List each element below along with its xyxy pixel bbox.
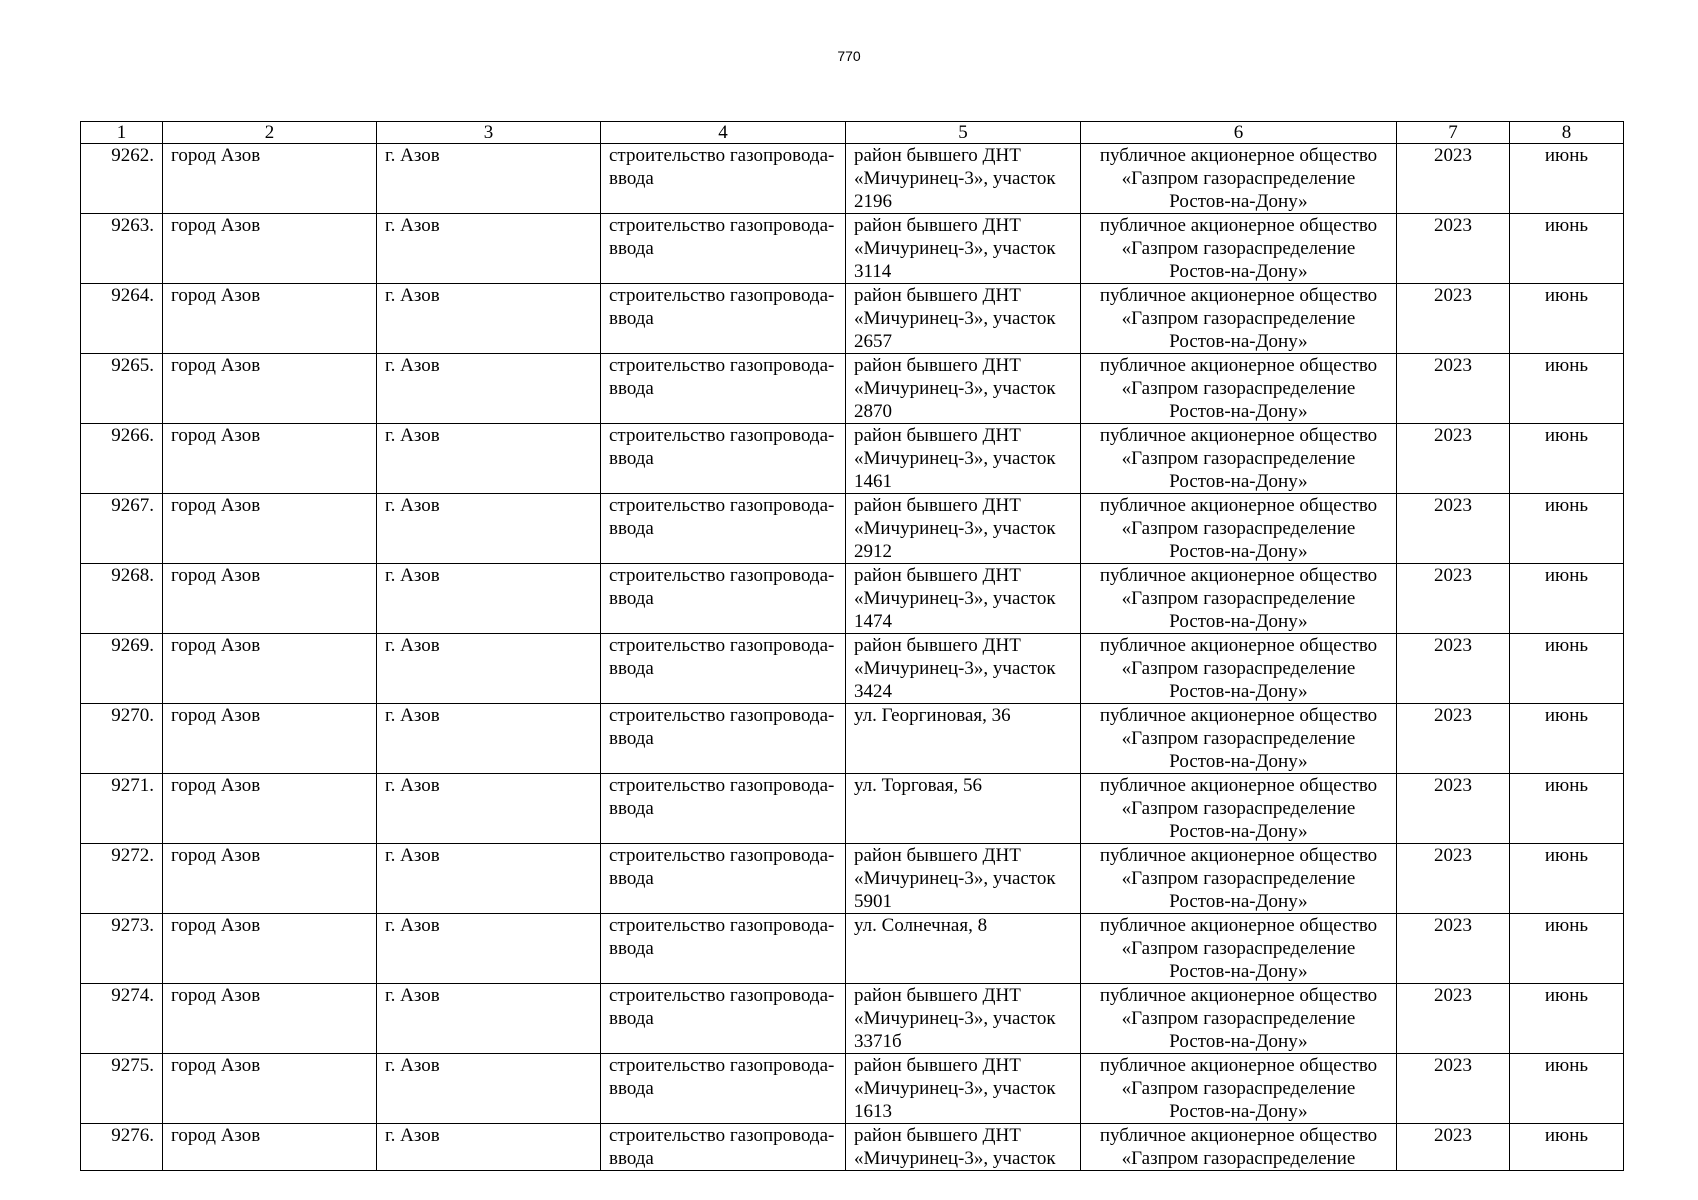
cell-month (1510, 634, 1624, 704)
cell-organization-text: публичное акционерное общество «Газпром газораспределение Ростов-на-Дону» (1099, 285, 1378, 352)
cell-work-type-text: строительство газопровода-ввода (609, 845, 835, 889)
cell-work-type-text: строительство газопровода-ввода (609, 145, 835, 189)
cell-month-text: июнь (1544, 355, 1589, 376)
cell-month-text: июнь (1544, 495, 1589, 516)
cell-municipality (163, 984, 377, 1054)
cell-organization-text: публичное акционерное общество «Газпром газораспределение Ростов-на-Дону» (1099, 565, 1378, 632)
table-row (81, 424, 1624, 494)
cell-municipality-text: город Азов (171, 705, 261, 726)
cell-address-text: район бывшего ДНТ «Мичуринец-3», участок 1474 (854, 565, 1056, 632)
cell-municipality (163, 214, 377, 284)
cell-month (1510, 494, 1624, 564)
table-row (81, 704, 1624, 774)
cell-work-type (601, 564, 846, 634)
cell-organization-text: публичное акционерное общество «Газпром газораспределение Ростов-на-Дону» (1099, 705, 1378, 772)
column-header: 3 (377, 122, 601, 144)
cell-organization (1081, 844, 1397, 914)
cell-year-text: 2023 (1434, 1055, 1472, 1076)
cell-work-type-text: строительство газопровода-ввода (609, 495, 835, 539)
cell-month-text: июнь (1544, 1125, 1589, 1146)
table-row (81, 844, 1624, 914)
cell-locality (377, 984, 601, 1054)
cell-month (1510, 1054, 1624, 1124)
cell-address (846, 844, 1081, 914)
cell-municipality (163, 914, 377, 984)
cell-locality (377, 494, 601, 564)
cell-locality-text: г. Азов (385, 145, 440, 166)
cell-municipality-text: город Азов (171, 215, 261, 236)
cell-year-text: 2023 (1434, 145, 1472, 166)
cell-work-type-text: строительство газопровода-ввода (609, 705, 835, 749)
cell-municipality-text: город Азов (171, 845, 261, 866)
cell-month (1510, 284, 1624, 354)
cell-address (846, 284, 1081, 354)
cell-organization (1081, 634, 1397, 704)
cell-address-text: район бывшего ДНТ «Мичуринец-3», участок 2870 (854, 355, 1056, 422)
cell-organization (1081, 214, 1397, 284)
cell-address (846, 704, 1081, 774)
cell-row-number (81, 144, 163, 214)
cell-municipality (163, 494, 377, 564)
table-row (81, 494, 1624, 564)
column-header: 1 (81, 122, 163, 144)
cell-locality (377, 634, 601, 704)
cell-address (846, 914, 1081, 984)
cell-address (846, 144, 1081, 214)
cell-month-text: июнь (1544, 145, 1589, 166)
cell-address-text: ул. Солнечная, 8 (854, 915, 988, 936)
cell-locality-text: г. Азов (385, 285, 440, 306)
cell-work-type-text: строительство газопровода-ввода (609, 425, 835, 469)
cell-organization (1081, 144, 1397, 214)
cell-municipality-text: город Азов (171, 1055, 261, 1076)
cell-row-number-text: 9267. (111, 495, 154, 516)
cell-municipality-text: город Азов (171, 1125, 261, 1146)
cell-row-number (81, 424, 163, 494)
cell-municipality (163, 284, 377, 354)
cell-work-type (601, 844, 846, 914)
cell-locality (377, 1054, 601, 1124)
cell-locality-text: г. Азов (385, 775, 440, 796)
cell-municipality (163, 704, 377, 774)
cell-locality (377, 284, 601, 354)
column-header: 2 (163, 122, 377, 144)
column-header: 6 (1081, 122, 1397, 144)
cell-year (1397, 494, 1510, 564)
cell-year (1397, 774, 1510, 844)
table-row (81, 984, 1624, 1054)
cell-year-text: 2023 (1434, 1125, 1472, 1146)
cell-municipality-text: город Азов (171, 495, 261, 516)
cell-organization-text: публичное акционерное общество «Газпром газораспределение Ростов-на-Дону» (1099, 145, 1378, 212)
cell-row-number-text: 9274. (111, 985, 154, 1006)
cell-address (846, 1054, 1081, 1124)
cell-row-number (81, 844, 163, 914)
cell-municipality-text: город Азов (171, 145, 261, 166)
cell-work-type (601, 1054, 846, 1124)
cell-row-number-text: 9264. (111, 285, 154, 306)
cell-year-text: 2023 (1434, 845, 1472, 866)
cell-work-type (601, 704, 846, 774)
cell-row-number-text: 9265. (111, 355, 154, 376)
cell-month (1510, 214, 1624, 284)
cell-address-text: ул. Георгиновая, 36 (854, 705, 1011, 726)
cell-year-text: 2023 (1434, 565, 1472, 586)
cell-locality (377, 144, 601, 214)
cell-address-text: район бывшего ДНТ «Мичуринец-3», участок 5901 (854, 845, 1056, 912)
cell-month (1510, 1124, 1624, 1171)
cell-organization (1081, 284, 1397, 354)
cell-row-number-text: 9276. (111, 1125, 154, 1146)
cell-row-number (81, 354, 163, 424)
cell-municipality (163, 1124, 377, 1171)
cell-work-type-text: строительство газопровода-ввода (609, 1125, 835, 1169)
cell-month-text: июнь (1544, 425, 1589, 446)
cell-year-text: 2023 (1434, 355, 1472, 376)
cell-address-text: район бывшего ДНТ «Мичуринец-3», участок 3114 (854, 215, 1056, 282)
cell-work-type-text: строительство газопровода-ввода (609, 775, 835, 819)
cell-row-number-text: 9262. (111, 145, 154, 166)
cell-address-text: район бывшего ДНТ «Мичуринец-3», участок 2657 (854, 285, 1056, 352)
cell-organization-text: публичное акционерное общество «Газпром газораспределение Ростов-на-Дону» (1099, 985, 1378, 1052)
cell-row-number-text: 9275. (111, 1055, 154, 1076)
cell-municipality (163, 354, 377, 424)
cell-row-number (81, 704, 163, 774)
cell-month-text: июнь (1544, 845, 1589, 866)
cell-locality-text: г. Азов (385, 565, 440, 586)
cell-municipality (163, 1054, 377, 1124)
cell-organization-text: публичное акционерное общество «Газпром газораспределение Ростов-на-Дону» (1099, 1055, 1378, 1122)
cell-month (1510, 914, 1624, 984)
cell-organization (1081, 424, 1397, 494)
cell-work-type (601, 494, 846, 564)
cell-month-text: июнь (1544, 985, 1589, 1006)
cell-year (1397, 914, 1510, 984)
cell-locality (377, 214, 601, 284)
cell-row-number-text: 9266. (111, 425, 154, 446)
cell-year-text: 2023 (1434, 425, 1472, 446)
cell-row-number (81, 1054, 163, 1124)
cell-month (1510, 354, 1624, 424)
cell-month (1510, 774, 1624, 844)
cell-work-type-text: строительство газопровода-ввода (609, 565, 835, 609)
cell-year-text: 2023 (1434, 495, 1472, 516)
cell-year-text: 2023 (1434, 635, 1472, 656)
cell-municipality-text: город Азов (171, 915, 261, 936)
cell-organization (1081, 914, 1397, 984)
cell-row-number (81, 634, 163, 704)
cell-month-text: июнь (1544, 1055, 1589, 1076)
table-row (81, 214, 1624, 284)
cell-organization (1081, 564, 1397, 634)
cell-year (1397, 634, 1510, 704)
cell-locality (377, 914, 601, 984)
cell-month-text: июнь (1544, 215, 1589, 236)
cell-month-text: июнь (1544, 635, 1589, 656)
cell-month (1510, 984, 1624, 1054)
cell-address (846, 424, 1081, 494)
cell-year (1397, 214, 1510, 284)
cell-municipality (163, 634, 377, 704)
cell-year (1397, 704, 1510, 774)
cell-month-text: июнь (1544, 915, 1589, 936)
table-row (81, 284, 1624, 354)
cell-locality-text: г. Азов (385, 985, 440, 1006)
cell-locality-text: г. Азов (385, 355, 440, 376)
column-header: 4 (601, 122, 846, 144)
cell-locality (377, 774, 601, 844)
cell-work-type (601, 214, 846, 284)
cell-work-type (601, 424, 846, 494)
cell-work-type-text: строительство газопровода-ввода (609, 215, 835, 259)
cell-address-text: район бывшего ДНТ «Мичуринец-3», участок 3424 (854, 635, 1056, 702)
page-number: 770 (837, 48, 861, 64)
cell-year-text: 2023 (1434, 285, 1472, 306)
cell-year (1397, 1124, 1510, 1171)
cell-locality (377, 704, 601, 774)
cell-municipality-text: город Азов (171, 775, 261, 796)
cell-year (1397, 284, 1510, 354)
cell-organization (1081, 984, 1397, 1054)
cell-locality-text: г. Азов (385, 495, 440, 516)
table-row (81, 1124, 1624, 1171)
cell-address (846, 564, 1081, 634)
cell-year-text: 2023 (1434, 985, 1472, 1006)
cell-locality-text: г. Азов (385, 635, 440, 656)
cell-work-type-text: строительство газопровода-ввода (609, 355, 835, 399)
cell-month-text: июнь (1544, 705, 1589, 726)
cell-municipality (163, 144, 377, 214)
cell-work-type-text: строительство газопровода-ввода (609, 915, 835, 959)
cell-locality (377, 1124, 601, 1171)
cell-locality (377, 354, 601, 424)
cell-row-number-text: 9273. (111, 915, 154, 936)
cell-organization-text: публичное акционерное общество «Газпром газораспределение Ростов-на-Дону» (1099, 845, 1378, 912)
cell-organization-text: публичное акционерное общество «Газпром газораспределение Ростов-на-Дону» (1099, 215, 1378, 282)
cell-address (846, 984, 1081, 1054)
cell-organization-text: публичное акционерное общество «Газпром газораспределение Ростов-на-Дону» (1099, 425, 1378, 492)
cell-row-number (81, 564, 163, 634)
cell-month-text: июнь (1544, 775, 1589, 796)
cell-municipality-text: город Азов (171, 985, 261, 1006)
cell-work-type (601, 1124, 846, 1171)
table-row (81, 774, 1624, 844)
cell-year-text: 2023 (1434, 705, 1472, 726)
cell-address-text: район бывшего ДНТ «Мичуринец-3», участок 1461 (854, 425, 1056, 492)
cell-municipality (163, 844, 377, 914)
column-header: 7 (1397, 122, 1510, 144)
cell-work-type (601, 354, 846, 424)
cell-organization (1081, 774, 1397, 844)
cell-address-text: район бывшего ДНТ «Мичуринец-3», участок 1613 (854, 1055, 1056, 1122)
cell-municipality (163, 424, 377, 494)
cell-address-text: район бывшего ДНТ «Мичуринец-3», участок (854, 1125, 1056, 1169)
cell-municipality-text: город Азов (171, 565, 261, 586)
cell-year-text: 2023 (1434, 915, 1472, 936)
cell-year (1397, 844, 1510, 914)
cell-address-text: район бывшего ДНТ «Мичуринец-3», участок 2196 (854, 145, 1056, 212)
cell-address-text: ул. Торговая, 56 (854, 775, 983, 796)
cell-row-number (81, 1124, 163, 1171)
cell-organization (1081, 354, 1397, 424)
cell-locality-text: г. Азов (385, 845, 440, 866)
cell-year (1397, 354, 1510, 424)
cell-year (1397, 984, 1510, 1054)
cell-locality (377, 844, 601, 914)
cell-locality-text: г. Азов (385, 1125, 440, 1146)
cell-locality-text: г. Азов (385, 215, 440, 236)
cell-work-type (601, 984, 846, 1054)
cell-locality-text: г. Азов (385, 425, 440, 446)
cell-year (1397, 1054, 1510, 1124)
cell-organization (1081, 1054, 1397, 1124)
cell-work-type-text: строительство газопровода-ввода (609, 1055, 835, 1099)
cell-locality-text: г. Азов (385, 915, 440, 936)
table-row (81, 914, 1624, 984)
cell-organization-text: публичное акционерное общество «Газпром газораспределение Ростов-на-Дону» (1099, 495, 1378, 562)
cell-organization (1081, 704, 1397, 774)
cell-month (1510, 144, 1624, 214)
cell-work-type (601, 914, 846, 984)
cell-month (1510, 844, 1624, 914)
cell-row-number-text: 9272. (111, 845, 154, 866)
table-row (81, 564, 1624, 634)
table-row (81, 144, 1624, 214)
cell-year (1397, 144, 1510, 214)
table-row (81, 1054, 1624, 1124)
cell-address (846, 354, 1081, 424)
cell-row-number (81, 284, 163, 354)
cell-address-text: район бывшего ДНТ «Мичуринец-3», участок 2912 (854, 495, 1056, 562)
cell-address (846, 774, 1081, 844)
cell-row-number-text: 9268. (111, 565, 154, 586)
cell-month-text: июнь (1544, 565, 1589, 586)
cell-address (846, 214, 1081, 284)
cell-municipality-text: город Азов (171, 355, 261, 376)
cell-work-type (601, 634, 846, 704)
cell-row-number-text: 9271. (111, 775, 154, 796)
cell-address-text: район бывшего ДНТ «Мичуринец-3», участок 3371б (854, 985, 1056, 1052)
cell-locality-text: г. Азов (385, 705, 440, 726)
cell-year (1397, 424, 1510, 494)
cell-year-text: 2023 (1434, 775, 1472, 796)
cell-row-number (81, 984, 163, 1054)
cell-organization-text: публичное акционерное общество «Газпром газораспределение Ростов-на-Дону» (1099, 915, 1378, 982)
table-row (81, 634, 1624, 704)
cell-row-number (81, 774, 163, 844)
cell-row-number (81, 914, 163, 984)
cell-work-type-text: строительство газопровода-ввода (609, 635, 835, 679)
cell-row-number-text: 9263. (111, 215, 154, 236)
cell-work-type-text: строительство газопровода-ввода (609, 285, 835, 329)
cell-row-number (81, 214, 163, 284)
cell-work-type (601, 284, 846, 354)
cell-work-type (601, 774, 846, 844)
registry-table (80, 121, 1624, 1171)
cell-month (1510, 564, 1624, 634)
cell-month (1510, 704, 1624, 774)
cell-municipality-text: город Азов (171, 425, 261, 446)
cell-work-type-text: строительство газопровода-ввода (609, 985, 835, 1029)
cell-municipality (163, 774, 377, 844)
cell-month (1510, 424, 1624, 494)
cell-organization (1081, 1124, 1397, 1171)
cell-row-number-text: 9269. (111, 635, 154, 656)
cell-row-number (81, 494, 163, 564)
cell-locality (377, 424, 601, 494)
cell-organization-text: публичное акционерное общество «Газпром газораспределение (1099, 1125, 1378, 1169)
cell-year (1397, 564, 1510, 634)
cell-municipality-text: город Азов (171, 635, 261, 656)
table-row (81, 354, 1624, 424)
cell-address (846, 494, 1081, 564)
cell-work-type (601, 144, 846, 214)
cell-address (846, 1124, 1081, 1171)
cell-organization (1081, 494, 1397, 564)
cell-month-text: июнь (1544, 285, 1589, 306)
cell-locality-text: г. Азов (385, 1055, 440, 1076)
cell-address (846, 634, 1081, 704)
cell-locality (377, 564, 601, 634)
cell-municipality-text: город Азов (171, 285, 261, 306)
cell-organization-text: публичное акционерное общество «Газпром газораспределение Ростов-на-Дону» (1099, 775, 1378, 842)
cell-row-number-text: 9270. (111, 705, 154, 726)
table-header-row (81, 122, 1624, 144)
cell-year-text: 2023 (1434, 215, 1472, 236)
column-header: 8 (1510, 122, 1624, 144)
column-header: 5 (846, 122, 1081, 144)
cell-municipality (163, 564, 377, 634)
cell-organization-text: публичное акционерное общество «Газпром газораспределение Ростов-на-Дону» (1099, 635, 1378, 702)
cell-organization-text: публичное акционерное общество «Газпром газораспределение Ростов-на-Дону» (1099, 355, 1378, 422)
